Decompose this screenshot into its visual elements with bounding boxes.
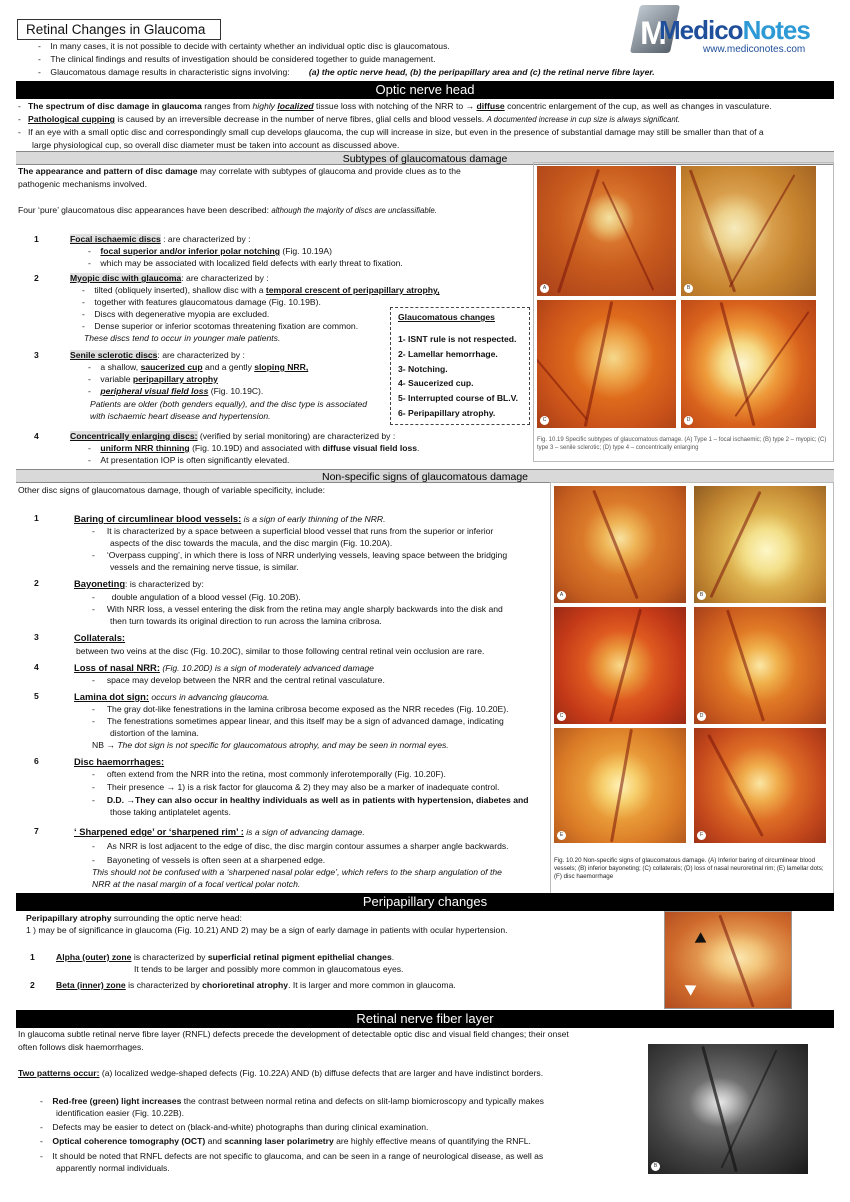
rnfl-bullet-2: apparently normal individuals. bbox=[56, 1163, 170, 1173]
rnfl-bullet: - It should be noted that RNFL defects are not specific to glaucoma, and can be seen in a range of neurological disease, as well as bbox=[40, 1151, 544, 1161]
subtype-line: - At presentation IOP is often significantly elevated. bbox=[88, 455, 290, 465]
subtype-focal-ischaemic: Focal ischaemic discs : are characterized by : bbox=[70, 234, 251, 244]
fundus-photo-d: D bbox=[694, 607, 826, 724]
sign-line: - space may develop between the NRR and the central retinal vasculature. bbox=[92, 675, 385, 685]
figure-caption-10-20: Fig. 10.20 Non-specific signs of glaucomatous damage. (A) Inferior baring of circumlinear blood vessels; (B) inferior bayoneting; (C) collaterals; (D) loss of nasal neuroretinal rim; (E) lamellar dots; (F) disc haemorrhage bbox=[554, 857, 824, 881]
rnfl-bullet-2: identification easier (Fig. 10.22B). bbox=[56, 1108, 185, 1118]
fundus-photo-c: C bbox=[554, 607, 686, 724]
box-item: 5- Interrupted course of BL.V. bbox=[398, 393, 519, 404]
subtype-line: - uniform NRR thinning (Fig. 10.19D) and associated with diffuse visual field loss. bbox=[88, 443, 420, 453]
item-number: 2 bbox=[30, 980, 35, 990]
nonspecific-intro: Other disc signs of glaucomatous damage, though of variable specificity, include: bbox=[18, 485, 325, 495]
subtype-line: - a shallow, saucerized cup and a gently sloping NRR, bbox=[88, 362, 309, 372]
fundus-photo-peripapillary bbox=[664, 911, 792, 1009]
intro-line: - In many cases, it is not possible to decide with certainty whether an individual optic disc is glaucomatous. bbox=[38, 41, 450, 51]
beta-zone: Beta (inner) zone is characterized by chorioretinal atrophy. It is larger and more common in glaucoma. bbox=[56, 980, 456, 990]
sign-line: aspects of the disc towards the macula, and the disc margin (Fig. 10.20A). bbox=[110, 538, 393, 548]
fundus-photo-b: B bbox=[681, 166, 816, 296]
alpha-zone-2: It tends to be larger and possibly more common in glaucomatous eyes. bbox=[134, 964, 404, 974]
sign-line: - With NRR loss, a vessel entering the disk from the retina may angle sharply backwards into the disk and bbox=[92, 604, 503, 614]
subtypes-four: Four ‘pure’ glaucomatous disc appearances have been described: although the majority of discs are unclassifiable. bbox=[18, 205, 437, 215]
item-number: 3 bbox=[34, 350, 39, 360]
fundus-photo-e: E bbox=[554, 728, 686, 843]
subtype-line: - together with features glaucomatous damage (Fig. 10.19B). bbox=[82, 297, 321, 307]
optic-para-1: - The spectrum of disc damage in glaucoma ranges from highly localized tissue loss with notching of the NRR to → diffuse concentric enlargement of the cup, as well as changes in vasculature. bbox=[18, 101, 772, 111]
peripapillary-intro-2: 1 ) may be of significance in glaucoma (Fig. 10.21) AND 2) may be a sign of early damage in patients with ocular hypertension. bbox=[26, 925, 508, 935]
item-number: 2 bbox=[34, 273, 39, 283]
sign-line: - Their presence → 1) is a risk factor for glaucoma & 2) they may also be a marker of inadequate control. bbox=[92, 782, 500, 792]
box-title: Glaucomatous changes bbox=[398, 312, 495, 322]
subtype-line: - tilted (obliquely inserted), shallow disc with a temporal crescent of peripapillary atrophy, bbox=[82, 285, 440, 295]
box-item: 1- ISNT rule is not respected. bbox=[398, 333, 517, 344]
sign-line: - It is characterized by a space between a superficial blood vessel that runs from the superior or inferior bbox=[92, 526, 494, 536]
sign-line: - As NRR is lost adjacent to the edge of disc, the disc margin contour assumes a sharper angle backwards. bbox=[92, 841, 509, 851]
subtype-note: with ischaemic heart disease and hypertension. bbox=[90, 411, 271, 421]
subtype-line: - peripheral visual field loss (Fig. 10.19C). bbox=[88, 386, 264, 396]
sign-lamina-dot: Lamina dot sign: occurs in advancing glaucoma. bbox=[74, 691, 270, 702]
sign-note: NRR at the nasal margin of a focal vertical polar notch. bbox=[92, 879, 301, 889]
subtype-myopic: Myopic disc with glaucoma: are characterized by : bbox=[70, 273, 269, 283]
fundus-photo-f: F bbox=[694, 728, 826, 843]
section-peripapillary: Peripapillary changes bbox=[16, 893, 834, 911]
logo-text: MedicoNotes bbox=[659, 15, 810, 45]
sign-line: - The fenestrations sometimes appear linear, and this itself may be a sign of advanced damage, indicating bbox=[92, 716, 504, 726]
subtype-line: - variable peripapillary atrophy bbox=[88, 374, 218, 384]
sign-note: This should not be confused with a ‘sharpened nasal polar edge’, which refers to the sharp angulation of the bbox=[92, 867, 502, 877]
subtype-note: These discs tend to occur in younger male patients. bbox=[84, 333, 281, 343]
item-number: 2 bbox=[34, 578, 39, 588]
sign-line: - D.D. →They can also occur in healthy individuals as well as in patients with hypertension, diabetes and bbox=[92, 795, 529, 805]
box-item: 4- Saucerized cup. bbox=[398, 378, 474, 389]
optic-para-3: - If an eye with a small optic disc and correspondingly small cup develops glaucoma, the cup will increase in size, but even in the presence of substantial damage may still be smaller than that of a bbox=[18, 127, 764, 137]
rnfl-bullet: - Optical coherence tomography (OCT) and scanning laser polarimetry are highly effective means of quantifying the RNFL. bbox=[40, 1136, 531, 1146]
sign-line: then turn towards its original direction to run across the lamina cribrosa. bbox=[110, 616, 382, 626]
item-number: 1 bbox=[34, 234, 39, 244]
item-number: 4 bbox=[34, 662, 39, 672]
rnfl-bullet: - Red-free (green) light increases the contrast between normal retina and defects on slit-lamp biomicroscopy and typically makes bbox=[40, 1096, 544, 1106]
subtype-line: - which may be associated with localized field defects with early threat to fixation. bbox=[88, 258, 403, 268]
sign-line: vessels and the remaining nerve tissue, is similar. bbox=[110, 562, 299, 572]
box-item: 3- Notching. bbox=[398, 363, 448, 374]
sign-line: - double angulation of a blood vessel (Fig. 10.20B). bbox=[92, 592, 301, 602]
subtype-concentric: Concentrically enlarging discs: (verified by serial monitoring) are characterized by : bbox=[70, 431, 396, 441]
sign-haemorrhages: Disc haemorrhages: bbox=[74, 756, 165, 767]
item-number: 1 bbox=[34, 513, 39, 523]
fundus-photo-b: B bbox=[694, 486, 826, 603]
sign-collaterals: Collaterals: bbox=[74, 632, 126, 643]
sign-line: - The gray dot-like fenestrations in the lamina cribrosa become exposed as the NRR recedes (Fig. 10.20E). bbox=[92, 704, 509, 714]
subtype-note: Patients are older (both genders equally), and the disc type is associated bbox=[90, 399, 368, 409]
item-number: 7 bbox=[34, 826, 39, 836]
page-title: Retinal Changes in Glaucoma bbox=[17, 19, 221, 40]
section-subtypes: Subtypes of glaucomatous damage bbox=[16, 151, 834, 165]
sign-nasal-nrr: Loss of nasal NRR: (Fig. 10.20D) is a sign of moderately advanced damage bbox=[74, 662, 374, 673]
peripapillary-intro: Peripapillary atrophy surrounding the optic nerve head: bbox=[26, 913, 242, 923]
subtypes-intro-2: pathogenic mechanisms involved. bbox=[18, 179, 147, 189]
rnfl-patterns: Two patterns occur: (a) localized wedge-shaped defects (Fig. 10.22A) AND (b) diffuse defects that are larger and have indistinct borders. bbox=[18, 1068, 544, 1078]
optic-para-3b: large physiological cup, so overall disc diameter must be taken into account as discussed above. bbox=[32, 140, 400, 150]
subtype-line: - Dense superior or inferior scotomas threatening fixation are common. bbox=[82, 321, 359, 331]
intro-line: - The clinical findings and results of investigation should be considered together to guide management. bbox=[38, 54, 436, 64]
alpha-zone: Alpha (outer) zone is characterized by superficial retinal pigment epithelial changes. bbox=[56, 952, 395, 962]
fundus-photo-d: D bbox=[681, 300, 816, 428]
item-number: 4 bbox=[34, 431, 39, 441]
section-optic-nerve-head: Optic nerve head bbox=[16, 81, 834, 99]
sign-line: distortion of the lamina. bbox=[110, 728, 199, 738]
sign-line: - Bayoneting of vessels is often seen at a sharpened edge. bbox=[92, 855, 326, 865]
subtype-line: - focal superior and/or inferior polar notching (Fig. 10.19A) bbox=[88, 246, 333, 256]
box-item: 6- Peripapillary atrophy. bbox=[398, 408, 496, 419]
optic-para-2: - Pathological cupping is caused by an irreversible decrease in the number of nerve fibres, glial cells and blood vessels. A documented increase in cup size is always significant. bbox=[18, 114, 681, 124]
logo-url: www.mediconotes.com bbox=[703, 44, 806, 55]
box-item: 2- Lamellar hemorrhage. bbox=[398, 348, 498, 359]
intro-line: - Glaucomatous damage results in characteristic signs involving: (a) the optic nerve head, (b) the peripapillary area and (c) the retinal nerve fibre layer. bbox=[38, 67, 655, 77]
sign-nb: NB → The dot sign is not specific for glaucomatous atrophy, and may be seen in normal eyes. bbox=[92, 740, 449, 750]
subtype-senile-sclerotic: Senile sclerotic discs: are characterized by : bbox=[70, 350, 245, 360]
mediconotes-logo bbox=[635, 3, 835, 63]
sign-line: - often extend from the NRR into the retina, most commonly inferotemporally (Fig. 10.20F). bbox=[92, 769, 446, 779]
item-number: 1 bbox=[30, 952, 35, 962]
figure-caption-10-19: Fig. 10.19 Specific subtypes of glaucomatous damage. (A) Type 1 – focal ischaemic; (B) type 2 – myopic; (C) type 3 – senile sclerotic; (D) type 4 – concentrically enlarging bbox=[537, 437, 827, 451]
rnfl-para: In glaucoma subtle retinal nerve fibre layer (RNFL) defects precede the development of detectable optic disc and visual field changes; their onset bbox=[18, 1029, 569, 1039]
item-number: 3 bbox=[34, 632, 39, 642]
logo-mark: M bbox=[630, 5, 680, 53]
subtypes-intro: The appearance and pattern of disc damage may correlate with subtypes of glaucoma and provide clues as to the bbox=[18, 166, 461, 176]
rnfl-para-2: often follows disk haemorrhages. bbox=[18, 1042, 144, 1052]
white-arrow-icon bbox=[685, 980, 700, 995]
rnfl-bullet: - Defects may be easier to detect on (black-and-white) photographs than during clinical examination. bbox=[40, 1122, 429, 1132]
sign-line: between two veins at the disc (Fig. 10.20C), similar to those following central retinal vein occlusion are rare. bbox=[76, 646, 485, 656]
red-free-fundus-photo: B bbox=[648, 1044, 808, 1174]
sign-bayoneting: Bayoneting: is characterized by: bbox=[74, 578, 204, 589]
item-number: 5 bbox=[34, 691, 39, 701]
fundus-photo-c: C bbox=[537, 300, 676, 428]
subtype-line: - Discs with degenerative myopia are excluded. bbox=[82, 309, 270, 319]
fundus-photo-a: A bbox=[554, 486, 686, 603]
section-rnfl: Retinal nerve fiber layer bbox=[16, 1010, 834, 1028]
glaucomatous-changes-box bbox=[390, 307, 530, 425]
section-nonspecific: Non-specific signs of glaucomatous damage bbox=[16, 469, 834, 483]
item-number: 6 bbox=[34, 756, 39, 766]
sign-line: those taking antiplatelet agents. bbox=[110, 807, 231, 817]
sign-line: - ‘Overpass cupping’, in which there is loss of NRR underlying vessels, leaving space between the bridging bbox=[92, 550, 508, 560]
sign-baring: Baring of circumlinear blood vessels: is a sign of early thinning of the NRR. bbox=[74, 513, 386, 524]
sign-sharpened-edge: ‘ Sharpened edge’ or ‘sharpened rim’ : is a sign of advancing damage. bbox=[74, 826, 365, 837]
fundus-photo-a: A bbox=[537, 166, 676, 296]
black-arrow-icon bbox=[695, 932, 710, 947]
